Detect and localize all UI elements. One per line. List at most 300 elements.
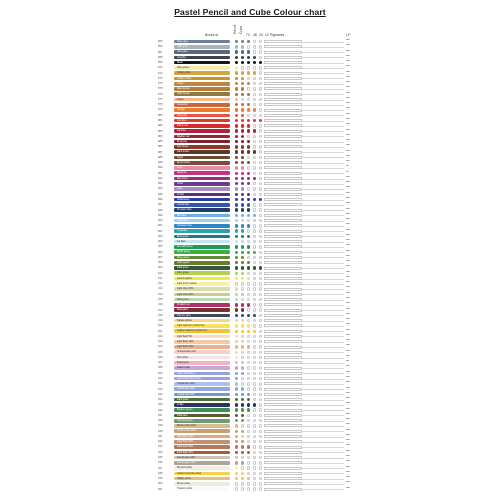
- colour-name: Moss green: [177, 255, 190, 259]
- availability-dot: [241, 408, 244, 411]
- availability-dot: [241, 324, 244, 327]
- pigment-box: [264, 177, 302, 180]
- availability-dot: [247, 261, 250, 264]
- pigment-box: [264, 245, 302, 248]
- row-divider: [302, 394, 344, 395]
- availability-dot: [241, 272, 244, 275]
- pigment-box: [264, 56, 302, 59]
- pencil-swatch: [174, 487, 230, 491]
- pigment-box: [264, 166, 302, 169]
- availability-dot: [259, 208, 262, 211]
- row-divider: [302, 126, 344, 127]
- row-divider: [302, 152, 344, 153]
- lightfastness-rating: ****: [346, 282, 349, 285]
- lightfastness-rating: *****: [346, 440, 350, 443]
- header-size-12: 12: [265, 33, 269, 37]
- row-divider: [302, 221, 344, 222]
- colour-code: 897: [158, 203, 163, 207]
- pencil-swatch: [174, 435, 230, 439]
- lightfastness-rating: *****: [346, 419, 350, 422]
- lightfastness-rating: *****: [346, 113, 350, 116]
- availability-dot: [259, 182, 262, 185]
- availability-dot: [247, 293, 250, 296]
- pencil-swatch: [174, 45, 230, 49]
- row-divider: [302, 163, 344, 164]
- availability-dot: [235, 387, 238, 390]
- availability-dot: [241, 203, 244, 206]
- pigment-box: [264, 61, 302, 64]
- availability-dot: [247, 303, 250, 306]
- lightfastness-rating: *****: [346, 92, 350, 95]
- colour-code: 940: [158, 429, 163, 433]
- colour-code: 911: [158, 276, 163, 280]
- pencil-swatch: [174, 208, 230, 212]
- row-divider: [302, 389, 344, 390]
- pigment-box: [264, 130, 302, 133]
- colour-code: 887: [158, 150, 163, 154]
- pigment-box: [264, 261, 302, 264]
- pencil-swatch: [174, 287, 230, 291]
- colour-name: Orange: [177, 108, 185, 112]
- availability-dot: [259, 466, 262, 469]
- pencil-swatch: [174, 303, 230, 307]
- chart-title: Pastel Pencil and Cube Colour chart: [174, 7, 326, 17]
- pencil-swatch: [174, 372, 230, 376]
- availability-dot: [241, 445, 244, 448]
- colour-name: Brown ochre 20%: [177, 429, 196, 433]
- colour-name: Ochre: [177, 81, 184, 85]
- colour-name: Light lemon yellow: [177, 282, 197, 286]
- colour-name: Brown ochre 10%: [177, 424, 196, 428]
- pencil-swatch: [174, 482, 230, 486]
- lightfastness-rating: *****: [346, 118, 350, 121]
- pencil-swatch: [174, 92, 230, 96]
- colour-code: 869: [158, 61, 163, 65]
- lightfastness-rating: *****: [346, 161, 350, 164]
- lightfastness-rating: ****: [346, 276, 349, 279]
- pigment-box: [264, 377, 302, 380]
- availability-dot: [235, 351, 238, 354]
- availability-dot: [247, 45, 250, 48]
- availability-dot: [247, 61, 250, 64]
- availability-dot: [235, 287, 238, 290]
- availability-dot: [253, 219, 256, 222]
- colour-name: Pastel violet: [177, 366, 190, 370]
- availability-dot: [241, 256, 244, 259]
- availability-dot: [253, 182, 256, 185]
- row-divider: [302, 110, 344, 111]
- colour-code: 942: [158, 440, 163, 444]
- availability-dot: [247, 403, 250, 406]
- availability-dot: [241, 303, 244, 306]
- colour-name: Coral red: [177, 113, 187, 117]
- availability-dot: [259, 477, 262, 480]
- lightfastness-rating: *****: [346, 366, 350, 369]
- pigment-box: [264, 309, 302, 312]
- lightfastness-rating: *****: [346, 471, 350, 474]
- pigment-box: [264, 193, 302, 196]
- pencil-swatch: [174, 314, 230, 318]
- availability-dot: [259, 419, 262, 422]
- availability-dot: [247, 245, 250, 248]
- lightfastness-rating: *****: [346, 145, 350, 148]
- availability-dot: [241, 451, 244, 454]
- pencil-swatch: [174, 177, 230, 181]
- availability-dot: [259, 424, 262, 427]
- availability-dot: [241, 93, 244, 96]
- availability-dot: [253, 108, 256, 111]
- row-divider: [302, 279, 344, 280]
- colour-name: Slate grey: [177, 39, 188, 43]
- colour-code: 882: [158, 124, 163, 128]
- pigment-box: [264, 288, 302, 291]
- availability-dot: [253, 166, 256, 169]
- pencil-swatch: [174, 451, 230, 455]
- availability-dot: [241, 235, 244, 238]
- pigment-box: [264, 40, 302, 43]
- pencil-swatch: [174, 361, 230, 365]
- availability-dot: [241, 245, 244, 248]
- pencil-swatch: [174, 140, 230, 144]
- row-divider: [302, 257, 344, 258]
- availability-dot: [259, 430, 262, 433]
- availability-dot: [247, 424, 250, 427]
- pigment-box: [264, 98, 302, 101]
- colour-name: Lime green: [177, 271, 189, 275]
- availability-dot: [259, 61, 262, 64]
- pigment-box: [264, 446, 302, 449]
- availability-dot: [241, 82, 244, 85]
- availability-dot: [241, 172, 244, 175]
- colour-name: Raw sienna: [177, 87, 190, 91]
- pencil-swatch: [174, 277, 230, 281]
- lightfastness-rating: *****: [346, 134, 350, 137]
- lightfastness-rating: *****: [346, 245, 350, 248]
- availability-dot: [235, 77, 238, 80]
- row-divider: [302, 205, 344, 206]
- row-divider: [302, 447, 344, 448]
- availability-dot: [235, 308, 238, 311]
- row-divider: [302, 442, 344, 443]
- availability-dot: [235, 361, 238, 364]
- availability-dot: [235, 177, 238, 180]
- colour-name: Sepia: [177, 155, 184, 159]
- availability-dot: [253, 145, 256, 148]
- availability-dot: [253, 235, 256, 238]
- pencil-swatch: [174, 266, 230, 270]
- availability-dot: [235, 319, 238, 322]
- availability-dot: [253, 356, 256, 359]
- availability-dot: [235, 193, 238, 196]
- colour-name: Prussian blue: [177, 208, 192, 212]
- availability-dot: [253, 430, 256, 433]
- availability-dot: [247, 114, 250, 117]
- lightfastness-rating: *****: [346, 87, 350, 90]
- availability-dot: [259, 161, 262, 164]
- availability-dot: [241, 129, 244, 132]
- colour-code: 949: [158, 477, 163, 481]
- availability-dot: [235, 82, 238, 85]
- colour-name: Rose: [177, 166, 183, 170]
- availability-dot: [253, 45, 256, 48]
- pencil-swatch: [174, 393, 230, 397]
- colour-code: 926: [158, 355, 163, 359]
- pigment-box: [264, 214, 302, 217]
- availability-dot: [259, 251, 262, 254]
- pigment-box: [264, 224, 302, 227]
- availability-dot: [247, 419, 250, 422]
- availability-dot: [259, 77, 262, 80]
- availability-dot: [241, 335, 244, 338]
- lightfastness-rating: *****: [346, 477, 350, 480]
- lightfastness-rating: *****: [346, 50, 350, 53]
- availability-dot: [247, 356, 250, 359]
- row-divider: [302, 157, 344, 158]
- availability-dot: [241, 377, 244, 380]
- lightfastness-rating: *****: [346, 240, 350, 243]
- availability-dot: [247, 461, 250, 464]
- lightfastness-rating: *****: [346, 303, 350, 306]
- colour-name: Terracotta: [177, 102, 188, 106]
- availability-dot: [235, 245, 238, 248]
- availability-dot: [253, 224, 256, 227]
- availability-dot: [241, 214, 244, 217]
- pencil-swatch: [174, 324, 230, 328]
- lightfastness-rating: *****: [346, 308, 350, 311]
- row-divider: [302, 315, 344, 316]
- availability-dot: [241, 161, 244, 164]
- row-divider: [302, 268, 344, 269]
- availability-dot: [259, 372, 262, 375]
- availability-dot: [247, 398, 250, 401]
- availability-dot: [235, 298, 238, 301]
- pigment-box: [264, 87, 302, 90]
- colour-code: 947: [158, 466, 163, 470]
- availability-dot: [235, 56, 238, 59]
- pencil-swatch: [174, 445, 230, 449]
- colour-name: Light flesh 10%: [177, 339, 194, 343]
- lightfastness-rating: *****: [346, 261, 350, 264]
- availability-dot: [253, 372, 256, 375]
- availability-dot: [259, 245, 262, 248]
- row-divider: [302, 142, 344, 143]
- availability-dot: [247, 103, 250, 106]
- colour-name: Ultramarine: [177, 197, 190, 201]
- colour-code: 909: [158, 266, 163, 270]
- availability-dot: [253, 129, 256, 132]
- availability-dot: [241, 477, 244, 480]
- availability-dot: [259, 403, 262, 406]
- availability-dot: [259, 256, 262, 259]
- colour-code: 892: [158, 176, 163, 180]
- availability-dot: [241, 308, 244, 311]
- row-divider: [302, 284, 344, 285]
- pencil-swatch: [174, 98, 230, 102]
- availability-dot: [259, 108, 262, 111]
- availability-dot: [253, 272, 256, 275]
- availability-dot: [235, 430, 238, 433]
- row-divider: [302, 368, 344, 369]
- pigment-box: [264, 367, 302, 370]
- availability-dot: [235, 256, 238, 259]
- colour-name: Carmine: [177, 129, 187, 133]
- availability-dot: [235, 393, 238, 396]
- lightfastness-rating: *****: [346, 377, 350, 379]
- colour-list: [158, 39, 356, 492]
- availability-dot: [253, 251, 256, 254]
- availability-dot: [235, 382, 238, 385]
- row-divider: [302, 252, 344, 253]
- availability-dot: [235, 114, 238, 117]
- availability-dot: [247, 150, 250, 153]
- colour-code: 919: [158, 319, 163, 323]
- availability-dot: [235, 440, 238, 443]
- availability-dot: [235, 224, 238, 227]
- availability-dot: [247, 408, 250, 411]
- colour-code: 935: [158, 403, 163, 407]
- colour-code: 941: [158, 434, 163, 438]
- row-divider: [302, 405, 344, 406]
- colour-code: 920: [158, 324, 163, 328]
- availability-dot: [259, 261, 262, 264]
- availability-dot: [235, 303, 238, 306]
- pencil-swatch: [174, 135, 230, 139]
- lightfastness-rating: *****: [346, 219, 350, 222]
- availability-dot: [235, 398, 238, 401]
- pencil-swatch: [174, 66, 230, 70]
- colour-name: Cobalt blue 30%: [177, 392, 195, 396]
- pigment-box: [264, 209, 302, 212]
- availability-dot: [253, 50, 256, 53]
- pigment-box: [264, 240, 302, 243]
- availability-dot: [235, 477, 238, 480]
- lightfastness-rating: *****: [346, 313, 350, 316]
- pencil-swatch: [174, 124, 230, 128]
- availability-dot: [241, 287, 244, 290]
- pencil-swatch: [174, 472, 230, 476]
- availability-dot: [235, 414, 238, 417]
- pencil-swatch: [174, 119, 230, 123]
- availability-dot: [253, 403, 256, 406]
- pigment-box: [264, 361, 302, 364]
- availability-dot: [241, 266, 244, 269]
- pencil-swatch: [174, 293, 230, 297]
- lightfastness-rating: *****: [346, 250, 350, 253]
- row-divider: [302, 410, 344, 411]
- row-divider: [302, 289, 344, 290]
- pigment-box: [264, 256, 302, 259]
- availability-dot: [253, 61, 256, 64]
- row-divider: [302, 358, 344, 359]
- row-divider: [302, 479, 344, 480]
- row-divider: [302, 210, 344, 211]
- availability-dot: [259, 229, 262, 232]
- availability-dot: [235, 61, 238, 64]
- availability-dot: [259, 56, 262, 59]
- pigment-box: [264, 124, 302, 127]
- availability-dot: [235, 482, 238, 485]
- availability-dot: [259, 472, 262, 475]
- availability-dot: [259, 187, 262, 190]
- availability-dot: [253, 56, 256, 59]
- availability-dot: [259, 219, 262, 222]
- availability-dot: [241, 419, 244, 422]
- availability-dot: [247, 124, 250, 127]
- row-divider: [302, 352, 344, 353]
- lightfastness-rating: *****: [346, 329, 350, 332]
- availability-dot: [253, 77, 256, 80]
- availability-dot: [247, 135, 250, 138]
- availability-dot: [235, 424, 238, 427]
- availability-dot: [253, 177, 256, 180]
- row-divider: [302, 168, 344, 169]
- row-divider: [302, 184, 344, 185]
- pigment-box: [264, 419, 302, 422]
- colour-name: Red violet: [177, 176, 188, 180]
- colour-code: 918: [158, 313, 163, 317]
- availability-dot: [253, 198, 256, 201]
- availability-dot: [253, 440, 256, 443]
- availability-dot: [253, 114, 256, 117]
- availability-dot: [241, 208, 244, 211]
- availability-dot: [235, 214, 238, 217]
- availability-dot: [253, 82, 256, 85]
- pencil-swatch: [174, 108, 230, 112]
- pigment-box: [264, 277, 302, 280]
- availability-dot: [247, 193, 250, 196]
- availability-dot: [247, 382, 250, 385]
- availability-dot: [259, 135, 262, 138]
- row-divider: [302, 84, 344, 85]
- colour-code: 928: [158, 366, 163, 370]
- row-divider: [302, 415, 344, 416]
- availability-dot: [253, 303, 256, 306]
- row-divider: [302, 68, 344, 69]
- availability-dot: [241, 319, 244, 322]
- availability-dot: [235, 372, 238, 375]
- availability-dot: [241, 103, 244, 106]
- availability-dot: [253, 156, 256, 159]
- availability-dot: [259, 393, 262, 396]
- lightfastness-rating: *****: [346, 255, 350, 258]
- availability-dot: [241, 150, 244, 153]
- availability-dot: [259, 266, 262, 269]
- pigment-box: [264, 188, 302, 191]
- pigment-box: [264, 330, 302, 333]
- availability-dot: [241, 240, 244, 243]
- pigment-box: [264, 156, 302, 159]
- availability-dot: [247, 182, 250, 185]
- availability-dot: [241, 340, 244, 343]
- colour-code: 895: [158, 192, 163, 196]
- availability-dot: [253, 445, 256, 448]
- header-cube: Cube: [239, 25, 243, 34]
- availability-dot: [247, 208, 250, 211]
- availability-dot: [235, 129, 238, 132]
- availability-dot: [247, 172, 250, 175]
- colour-name: Titanium white: [177, 487, 193, 491]
- availability-dot: [241, 166, 244, 169]
- pigment-box: [264, 488, 302, 491]
- colour-name: Light olive 20%: [177, 292, 194, 296]
- availability-dot: [241, 293, 244, 296]
- availability-dot: [235, 98, 238, 101]
- pigment-box: [264, 335, 302, 338]
- pencil-swatch: [174, 366, 230, 370]
- lightfastness-rating: *****: [346, 103, 350, 106]
- colour-name: Dark brown: [177, 150, 190, 154]
- colour-code: 944: [158, 450, 163, 454]
